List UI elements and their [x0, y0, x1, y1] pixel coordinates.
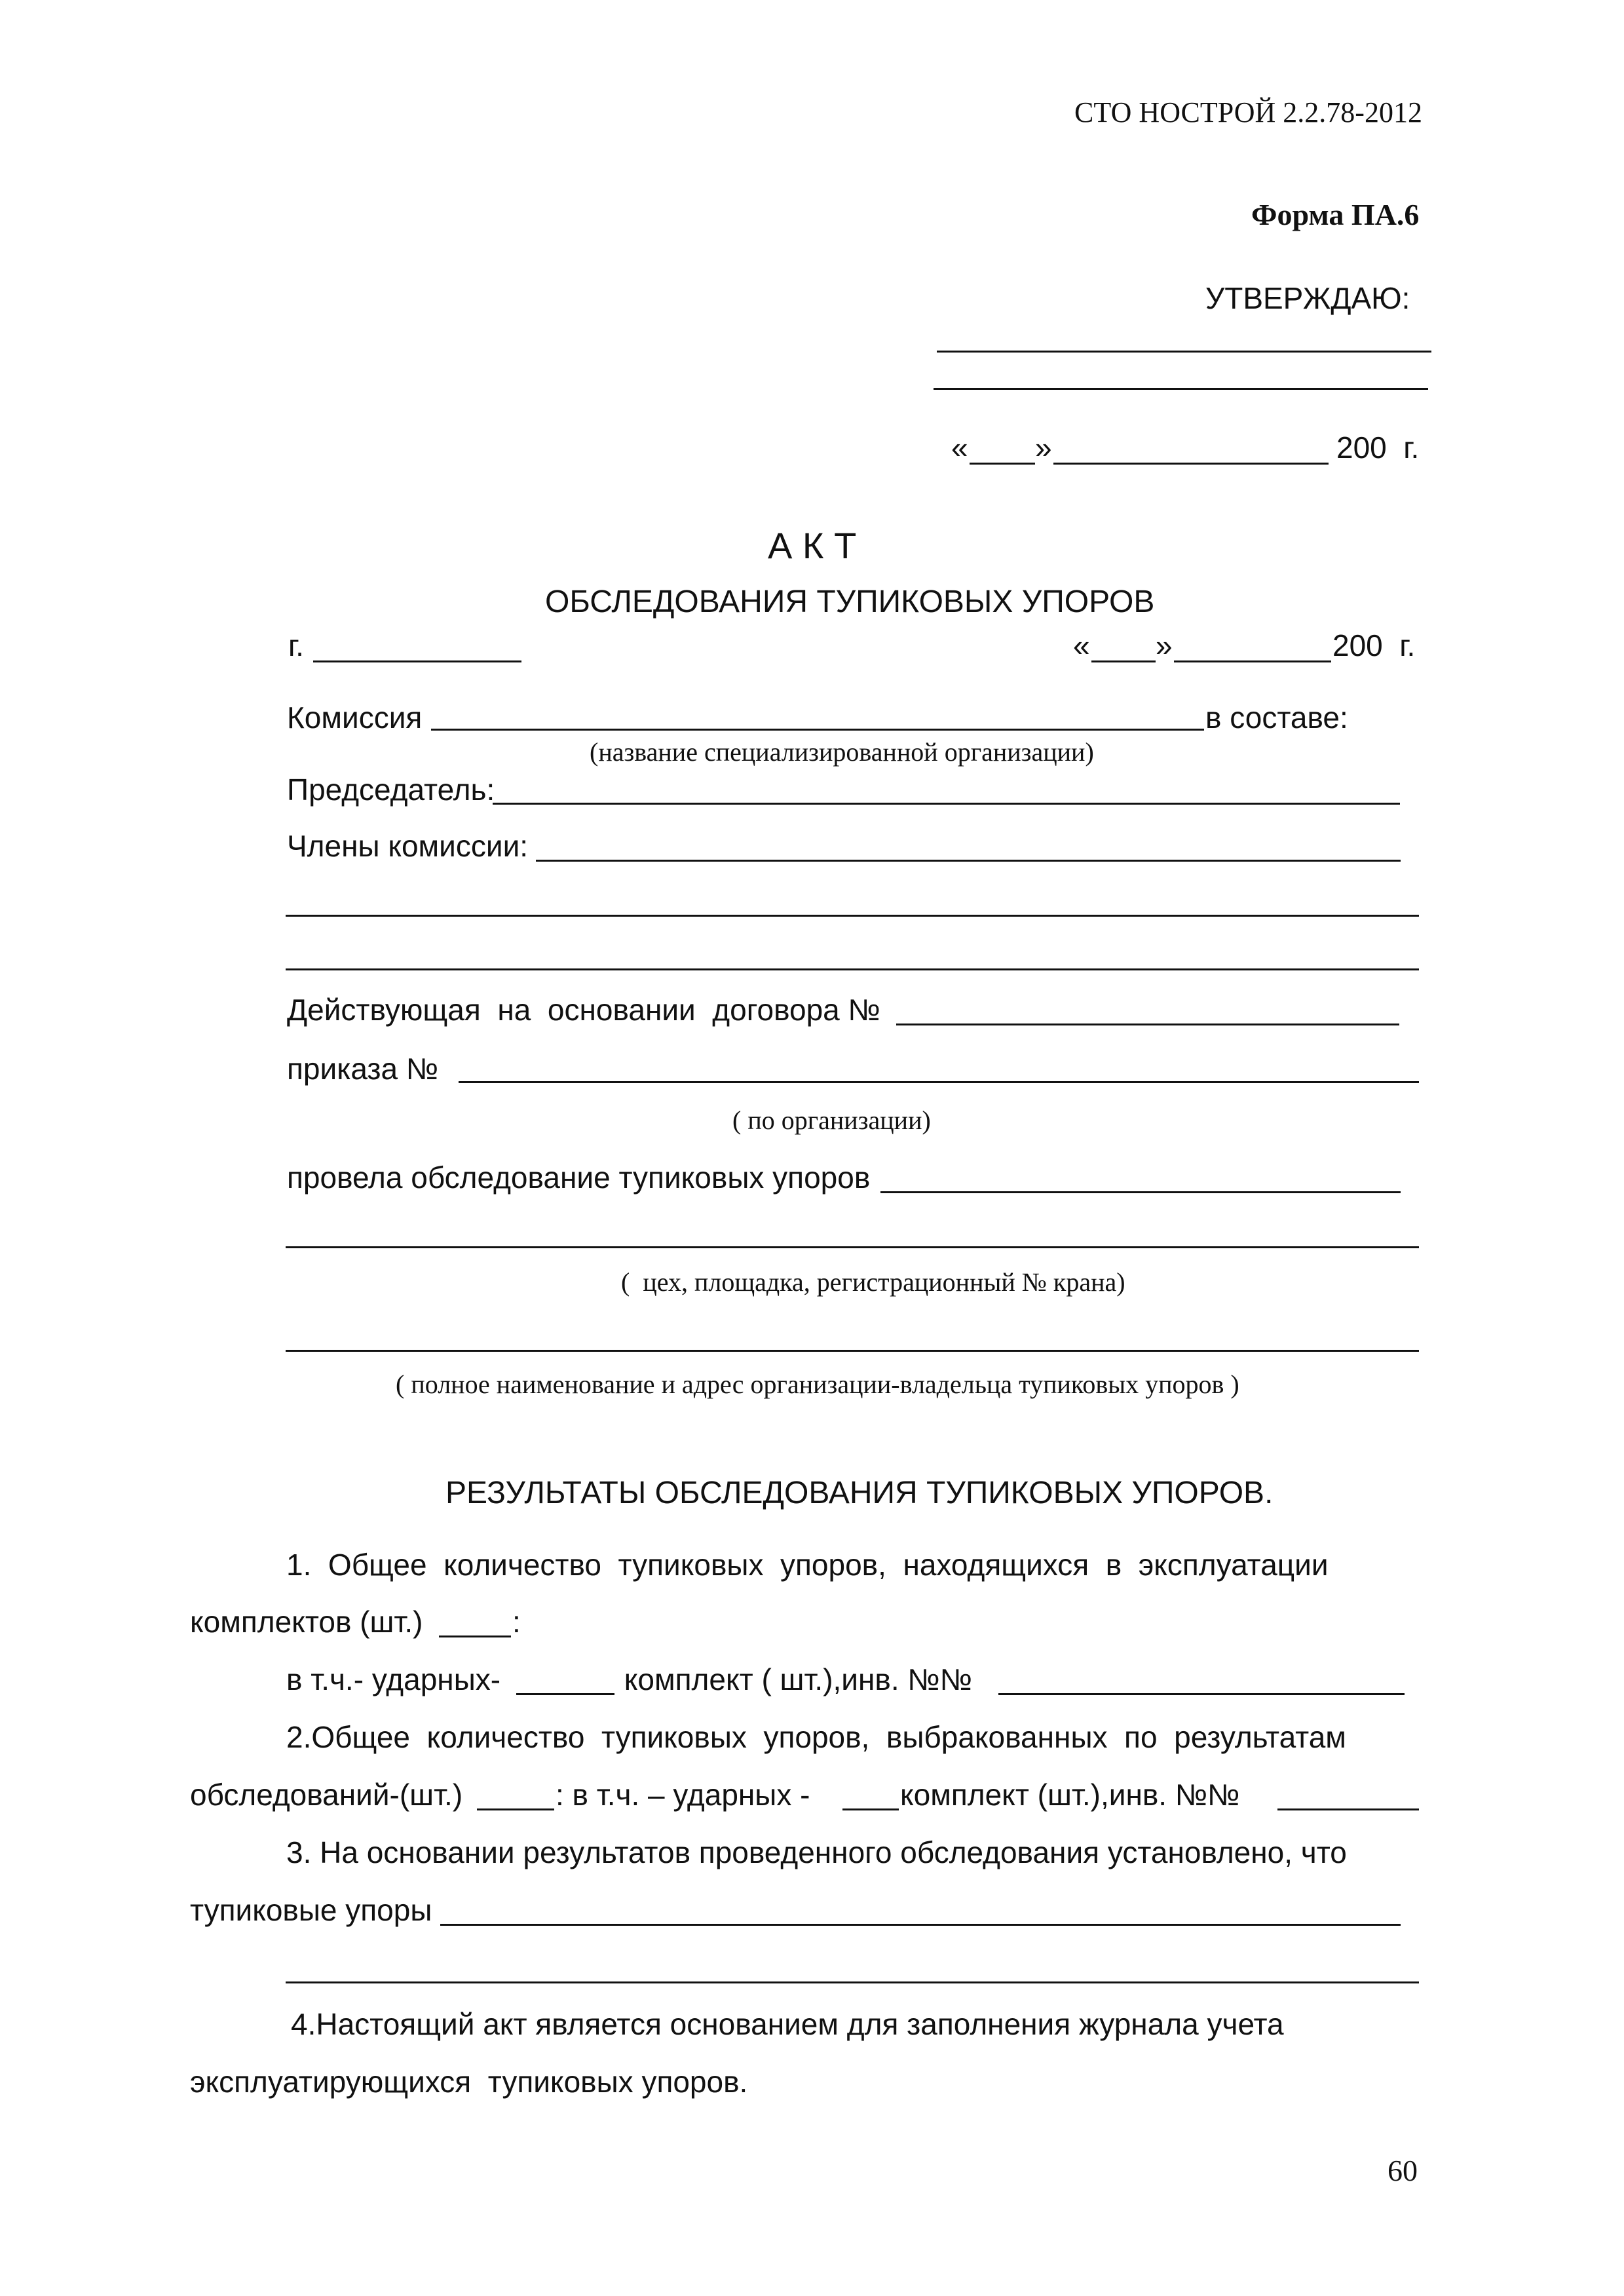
city-prefix: г.: [288, 628, 304, 662]
commission-label: Комиссия: [287, 700, 423, 735]
item3-conclusion-blank-2[interactable]: [286, 1981, 1419, 1983]
item2-total-blank[interactable]: [477, 1808, 554, 1810]
item1-line3-b: комплект ( шт.),инв. №№: [616, 1662, 973, 1696]
approval-date-month-blank[interactable]: [1053, 463, 1329, 465]
approval-label: УТВЕРЖДАЮ:: [1205, 281, 1410, 315]
approval-signature-line-1[interactable]: [937, 351, 1431, 353]
item1-impact-blank[interactable]: [516, 1693, 614, 1695]
chairman-label: Председатель:: [287, 773, 495, 807]
item4-line1: 4.Настоящий акт является основанием для заполнения журнала учета: [291, 2007, 1284, 2041]
contract-number-blank[interactable]: [896, 1024, 1399, 1025]
item2-inv-blank[interactable]: [1277, 1808, 1419, 1810]
approval-signature-line-2[interactable]: [934, 388, 1428, 390]
order-label: приказа №: [287, 1052, 439, 1086]
item3-conclusion-blank[interactable]: [440, 1924, 1401, 1926]
item1-inv-blank[interactable]: [998, 1693, 1405, 1695]
owner-caption: ( полное наименование и адрес организации-владельца тупиковых упоров ): [396, 1369, 1239, 1399]
item3-line2: тупиковые упоры: [190, 1893, 432, 1927]
location-caption: ( цех, площадка, регистрационный № крана): [621, 1267, 1125, 1297]
members-blank-2[interactable]: [286, 915, 1419, 917]
members-blank-1[interactable]: [536, 860, 1401, 862]
chairman-blank[interactable]: [493, 803, 1400, 805]
item4-line2: эксплуатирующихся тупиковых упоров.: [190, 2065, 748, 2099]
item1-line2-a: комплектов (шт.): [190, 1605, 423, 1639]
item1-total-blank[interactable]: [439, 1636, 511, 1637]
city-blank[interactable]: [313, 660, 521, 662]
order-number-blank[interactable]: [459, 1081, 1419, 1083]
inspection-object-blank[interactable]: [880, 1191, 1401, 1193]
inspection-label: провела обследование тупиковых упоров: [287, 1160, 871, 1195]
standard-code: СТО НОСТРОЙ 2.2.78-2012: [1074, 96, 1422, 128]
approval-date-open-quote: «: [951, 430, 968, 465]
item2-impact-blank[interactable]: [842, 1808, 899, 1810]
act-subtitle: ОБСЛЕДОВАНИЯ ТУПИКОВЫХ УПОРОВ: [545, 584, 1155, 619]
commission-org-caption: (название специализированной организации): [590, 737, 1094, 767]
owner-blank[interactable]: [286, 1350, 1419, 1352]
item2-line2-c: комплект (шт.),инв. №№: [900, 1778, 1240, 1812]
act-title: А К Т: [768, 525, 857, 566]
page-number: 60: [1388, 2154, 1418, 2187]
commission-org-blank[interactable]: [431, 729, 1204, 731]
item1-line1: 1. Общее количество тупиковых упоров, находящихся в эксплуатации: [286, 1548, 1329, 1582]
approval-date-close-quote: »: [1035, 430, 1052, 465]
item2-line1: 2.Общее количество тупиковых упоров, выбракованных по результатам: [286, 1720, 1346, 1754]
act-date-month-blank[interactable]: [1174, 660, 1331, 662]
order-caption: ( по организации): [732, 1105, 931, 1135]
results-heading: РЕЗУЛЬТАТЫ ОБСЛЕДОВАНИЯ ТУПИКОВЫХ УПОРОВ.: [445, 1476, 1274, 1510]
form-number: Форма ПА.6: [1251, 198, 1420, 231]
approval-date-day-blank[interactable]: [970, 463, 1035, 465]
act-date-open-quote: «: [1073, 628, 1090, 662]
act-date-year: 200 г.: [1332, 628, 1416, 662]
members-label: Члены комиссии:: [287, 829, 529, 863]
item2-line2-a: обследований-(шт.): [190, 1778, 463, 1812]
commission-suffix: в составе:: [1205, 700, 1348, 735]
members-blank-3[interactable]: [286, 968, 1419, 970]
contract-label: Действующая на основании договора №: [287, 993, 880, 1027]
item3-line1: 3. На основании результатов проведенного обследования установлено, что: [286, 1835, 1347, 1869]
item1-line3-a: в т.ч.- ударных-: [286, 1662, 501, 1696]
item1-line2-b: :: [512, 1605, 521, 1639]
act-date-day-blank[interactable]: [1091, 660, 1156, 662]
approval-date-year: 200 г.: [1336, 430, 1420, 465]
inspection-object-blank-2[interactable]: [286, 1246, 1419, 1248]
item2-line2-b: : в т.ч. – ударных -: [556, 1778, 810, 1812]
act-date-close-quote: »: [1156, 628, 1173, 662]
